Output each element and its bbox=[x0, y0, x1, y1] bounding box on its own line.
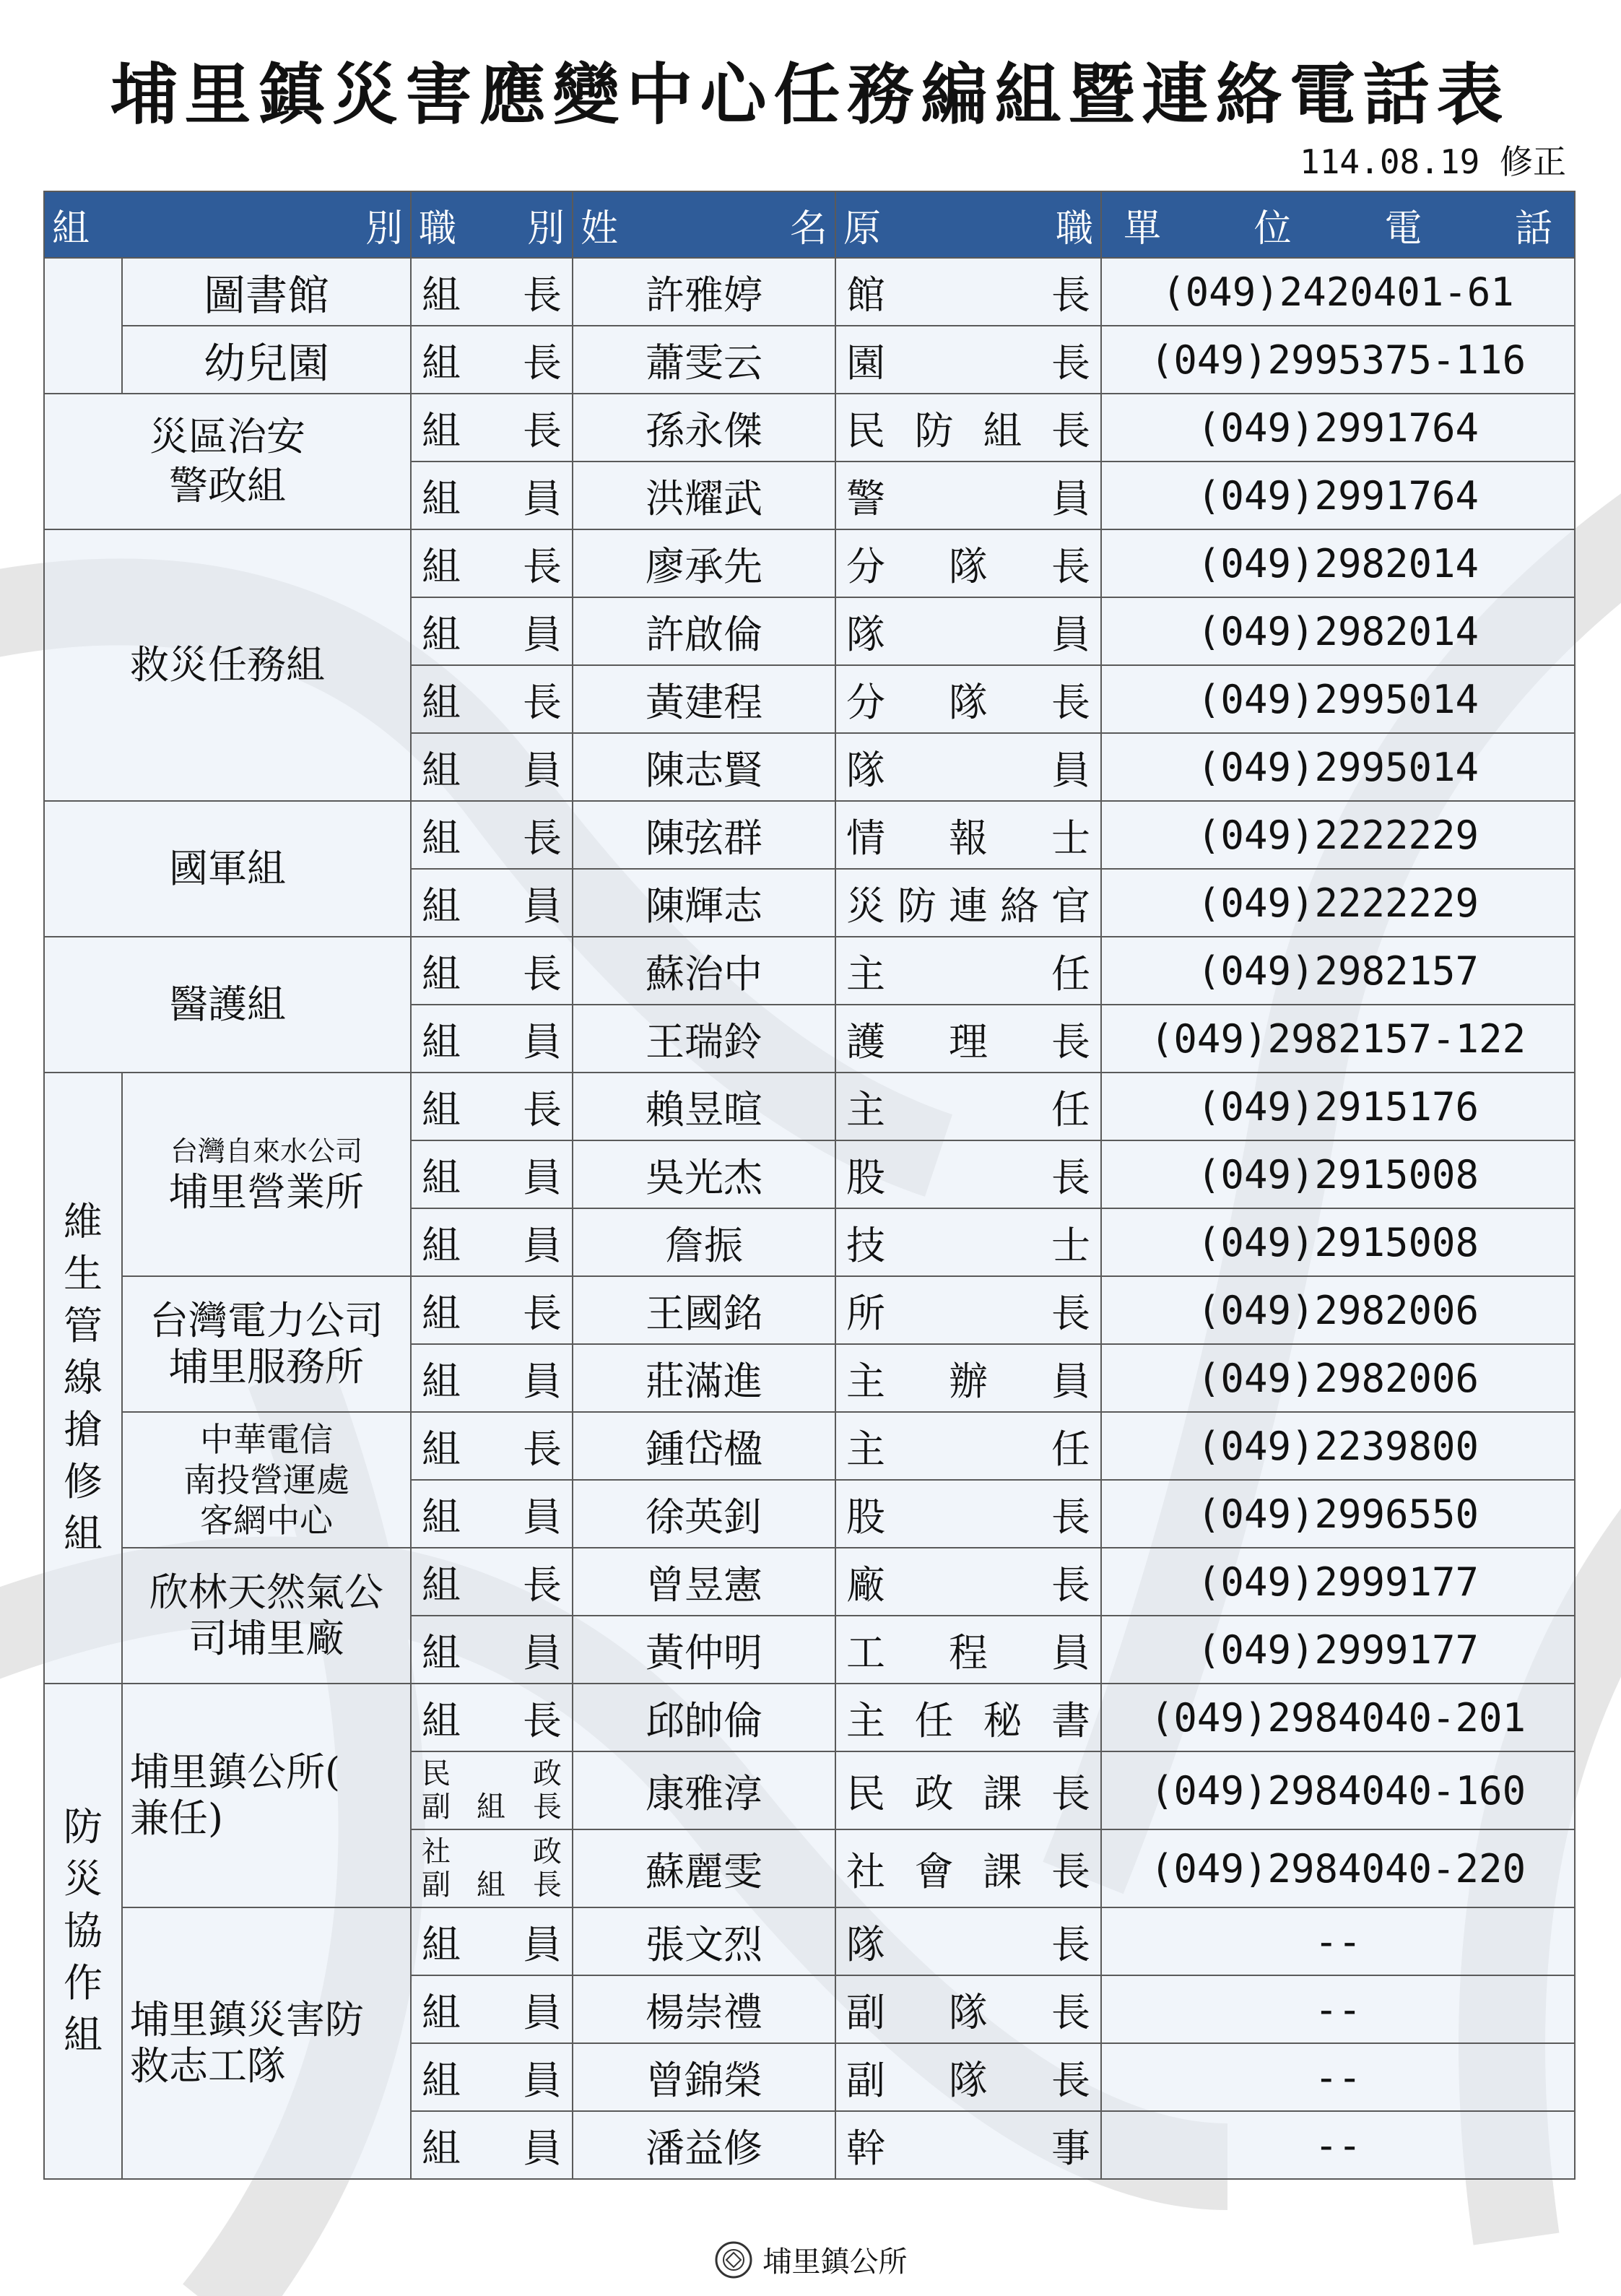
original-title-cell: 情 報 士 bbox=[835, 801, 1101, 869]
phone-cell: (049)2984040-201 bbox=[1101, 1684, 1575, 1751]
name-cell: 曾錦榮 bbox=[573, 2043, 835, 2111]
position-cell: 組 員 bbox=[411, 1140, 573, 1208]
contact-table bbox=[43, 191, 1576, 2180]
position-cell: 組 長 bbox=[411, 937, 573, 1005]
group-military: 國軍組 bbox=[44, 801, 411, 937]
position-cell: 組 長 bbox=[411, 801, 573, 869]
phone-cell: (049)2995014 bbox=[1101, 733, 1575, 801]
original-title-cell: 隊 員 bbox=[835, 733, 1101, 801]
position-cell: 組 員 bbox=[411, 2043, 573, 2111]
original-title-cell: 工 程 員 bbox=[835, 1616, 1101, 1684]
group-disaster-coop: 防 災 協 作 組 bbox=[44, 1684, 122, 2179]
table-row bbox=[44, 1548, 1575, 1616]
subgroup-telecom: 中華電信 南投營運處 客網中心 bbox=[122, 1412, 411, 1548]
table-row bbox=[44, 394, 1575, 462]
subgroup-water: 台灣自來水公司 埔里營業所 bbox=[122, 1073, 411, 1276]
table-row bbox=[44, 937, 1575, 1005]
original-title-cell: 園 長 bbox=[835, 326, 1101, 394]
phone-cell: (049)2984040-220 bbox=[1101, 1829, 1575, 1907]
header-phone: 單 位 電 話 bbox=[1101, 191, 1575, 258]
position-cell: 組 長 bbox=[411, 665, 573, 733]
phone-cell: (049)2239800 bbox=[1101, 1412, 1575, 1480]
phone-cell: (049)2982157 bbox=[1101, 937, 1575, 1005]
phone-cell: (049)2982014 bbox=[1101, 529, 1575, 597]
table-row bbox=[44, 258, 1575, 326]
name-cell: 洪耀武 bbox=[573, 462, 835, 529]
phone-cell: (049)2420401-61 bbox=[1101, 258, 1575, 326]
subgroup-volunteer: 埔里鎮災害防 救志工隊 bbox=[122, 1907, 411, 2179]
name-cell: 黃建程 bbox=[573, 665, 835, 733]
name-cell: 楊崇禮 bbox=[573, 1975, 835, 2043]
name-cell: 蘇治中 bbox=[573, 937, 835, 1005]
name-cell: 邱帥倫 bbox=[573, 1684, 835, 1751]
position-cell: 組 員 bbox=[411, 1480, 573, 1548]
position-cell: 社 政 副 組 長 bbox=[411, 1829, 573, 1907]
name-cell: 賴昱暄 bbox=[573, 1073, 835, 1140]
name-cell: 張文烈 bbox=[573, 1907, 835, 1975]
name-cell: 陳志賢 bbox=[573, 733, 835, 801]
position-cell: 組 長 bbox=[411, 1684, 573, 1751]
phone-cell: -- bbox=[1101, 2043, 1575, 2111]
subgroup-power: 台灣電力公司 埔里服務所 bbox=[122, 1276, 411, 1412]
phone-cell: (049)2995014 bbox=[1101, 665, 1575, 733]
phone-cell: -- bbox=[1101, 1907, 1575, 1975]
original-title-cell: 主 任 bbox=[835, 1073, 1101, 1140]
table-row bbox=[44, 1073, 1575, 1140]
phone-cell: (049)2996550 bbox=[1101, 1480, 1575, 1548]
phone-cell: (049)2222229 bbox=[1101, 869, 1575, 937]
original-title-cell: 分 隊 長 bbox=[835, 529, 1101, 597]
position-cell: 組 員 bbox=[411, 462, 573, 529]
group-blank-cell bbox=[44, 258, 122, 394]
position-cell: 組 員 bbox=[411, 1907, 573, 1975]
name-cell: 吳光杰 bbox=[573, 1140, 835, 1208]
phone-cell: (049)2915176 bbox=[1101, 1073, 1575, 1140]
table-header-row bbox=[44, 191, 1575, 258]
header-original-title: 原 職 bbox=[835, 191, 1101, 258]
original-title-cell: 社 會 課 長 bbox=[835, 1829, 1101, 1907]
original-title-cell: 民 防 組 長 bbox=[835, 394, 1101, 462]
header-group: 組 別 bbox=[44, 191, 411, 258]
original-title-cell: 隊 員 bbox=[835, 597, 1101, 665]
group-police: 災區治安警政組 bbox=[44, 394, 411, 529]
phone-cell: (049)2982006 bbox=[1101, 1276, 1575, 1344]
original-title-cell: 隊 長 bbox=[835, 1907, 1101, 1975]
position-cell: 民 政 副 組 長 bbox=[411, 1751, 573, 1829]
original-title-cell: 護 理 長 bbox=[835, 1005, 1101, 1073]
original-title-cell: 警 員 bbox=[835, 462, 1101, 529]
position-cell: 組 員 bbox=[411, 1344, 573, 1412]
original-title-cell: 主 任 bbox=[835, 937, 1101, 1005]
phone-cell: (049)2999177 bbox=[1101, 1548, 1575, 1616]
position-cell: 組 長 bbox=[411, 1412, 573, 1480]
group-kindergarten: 幼兒園 bbox=[122, 326, 411, 394]
name-cell: 許雅婷 bbox=[573, 258, 835, 326]
position-cell: 組 長 bbox=[411, 326, 573, 394]
table-row bbox=[44, 1907, 1575, 1975]
table-row bbox=[44, 1412, 1575, 1480]
subgroup-town-office: 埔里鎮公所( 兼任) bbox=[122, 1684, 411, 1907]
name-cell: 曾昱憲 bbox=[573, 1548, 835, 1616]
original-title-cell: 分 隊 長 bbox=[835, 665, 1101, 733]
phone-cell: (049)2995375-116 bbox=[1101, 326, 1575, 394]
position-cell: 組 長 bbox=[411, 1073, 573, 1140]
page-title: 埔里鎮災害應變中心任務編組暨連絡電話表 bbox=[110, 56, 1511, 134]
name-cell: 詹振 bbox=[573, 1208, 835, 1276]
phone-cell: (049)2915008 bbox=[1101, 1208, 1575, 1276]
group-rescue: 救災任務組 bbox=[44, 529, 411, 801]
phone-cell: -- bbox=[1101, 1975, 1575, 2043]
name-cell: 許啟倫 bbox=[573, 597, 835, 665]
phone-cell: (049)2915008 bbox=[1101, 1140, 1575, 1208]
phone-cell: (049)2982006 bbox=[1101, 1344, 1575, 1412]
name-cell: 王國銘 bbox=[573, 1276, 835, 1344]
name-cell: 黃仲明 bbox=[573, 1616, 835, 1684]
original-title-cell: 副 隊 長 bbox=[835, 1975, 1101, 2043]
phone-cell: (049)2991764 bbox=[1101, 462, 1575, 529]
position-cell: 組 員 bbox=[411, 2111, 573, 2179]
original-title-cell: 副 隊 長 bbox=[835, 2043, 1101, 2111]
group-medical: 醫護組 bbox=[44, 937, 411, 1073]
name-cell: 廖承先 bbox=[573, 529, 835, 597]
name-cell: 陳輝志 bbox=[573, 869, 835, 937]
footer bbox=[0, 2239, 1621, 2280]
position-cell: 組 員 bbox=[411, 1208, 573, 1276]
position-cell: 組 長 bbox=[411, 258, 573, 326]
revision-date: 114.08.19 修正 bbox=[1300, 142, 1566, 181]
name-cell: 徐英釗 bbox=[573, 1480, 835, 1548]
original-title-cell: 主 任 秘 書 bbox=[835, 1684, 1101, 1751]
original-title-cell: 主 辦 員 bbox=[835, 1344, 1101, 1412]
phone-cell: -- bbox=[1101, 2111, 1575, 2179]
position-cell: 組 員 bbox=[411, 869, 573, 937]
original-title-cell: 民 政 課 長 bbox=[835, 1751, 1101, 1829]
original-title-cell: 廠 長 bbox=[835, 1548, 1101, 1616]
phone-cell: (049)2982157-122 bbox=[1101, 1005, 1575, 1073]
position-cell: 組 員 bbox=[411, 1616, 573, 1684]
original-title-cell: 股 長 bbox=[835, 1140, 1101, 1208]
name-cell: 鍾岱楹 bbox=[573, 1412, 835, 1480]
position-cell: 組 長 bbox=[411, 529, 573, 597]
footer-text: 埔里鎮公所 bbox=[762, 2245, 908, 2279]
subgroup-gas: 欣林天然氣公 司埔里廠 bbox=[122, 1548, 411, 1684]
phone-cell: (049)2222229 bbox=[1101, 801, 1575, 869]
group-lifeline: 維 生 管 線 搶 修 組 bbox=[44, 1073, 122, 1684]
table-row bbox=[44, 1684, 1575, 1751]
original-title-cell: 股 長 bbox=[835, 1480, 1101, 1548]
name-cell: 蕭雯云 bbox=[573, 326, 835, 394]
position-cell: 組 長 bbox=[411, 1548, 573, 1616]
original-title-cell: 技 士 bbox=[835, 1208, 1101, 1276]
phone-cell: (049)2991764 bbox=[1101, 394, 1575, 462]
town-seal-icon bbox=[714, 2240, 753, 2279]
original-title-cell: 幹 事 bbox=[835, 2111, 1101, 2179]
phone-cell: (049)2999177 bbox=[1101, 1616, 1575, 1684]
name-cell: 孫永傑 bbox=[573, 394, 835, 462]
table-row bbox=[44, 801, 1575, 869]
position-cell: 組 長 bbox=[411, 1276, 573, 1344]
position-cell: 組 員 bbox=[411, 597, 573, 665]
name-cell: 蘇麗雯 bbox=[573, 1829, 835, 1907]
table-row bbox=[44, 326, 1575, 394]
name-cell: 康雅淳 bbox=[573, 1751, 835, 1829]
original-title-cell: 館 長 bbox=[835, 258, 1101, 326]
original-title-cell: 所 長 bbox=[835, 1276, 1101, 1344]
header-position: 職 別 bbox=[411, 191, 573, 258]
table-row bbox=[44, 529, 1575, 597]
header-name: 姓 名 bbox=[573, 191, 835, 258]
name-cell: 潘益修 bbox=[573, 2111, 835, 2179]
phone-cell: (049)2982014 bbox=[1101, 597, 1575, 665]
original-title-cell: 主 任 bbox=[835, 1412, 1101, 1480]
name-cell: 莊滿進 bbox=[573, 1344, 835, 1412]
group-library: 圖書館 bbox=[122, 258, 411, 326]
position-cell: 組 長 bbox=[411, 394, 573, 462]
name-cell: 王瑞鈴 bbox=[573, 1005, 835, 1073]
name-cell: 陳弦群 bbox=[573, 801, 835, 869]
original-title-cell: 災 防 連 絡 官 bbox=[835, 869, 1101, 937]
position-cell: 組 員 bbox=[411, 1005, 573, 1073]
table-row bbox=[44, 1276, 1575, 1344]
position-cell: 組 員 bbox=[411, 733, 573, 801]
position-cell: 組 員 bbox=[411, 1975, 573, 2043]
phone-cell: (049)2984040-160 bbox=[1101, 1751, 1575, 1829]
